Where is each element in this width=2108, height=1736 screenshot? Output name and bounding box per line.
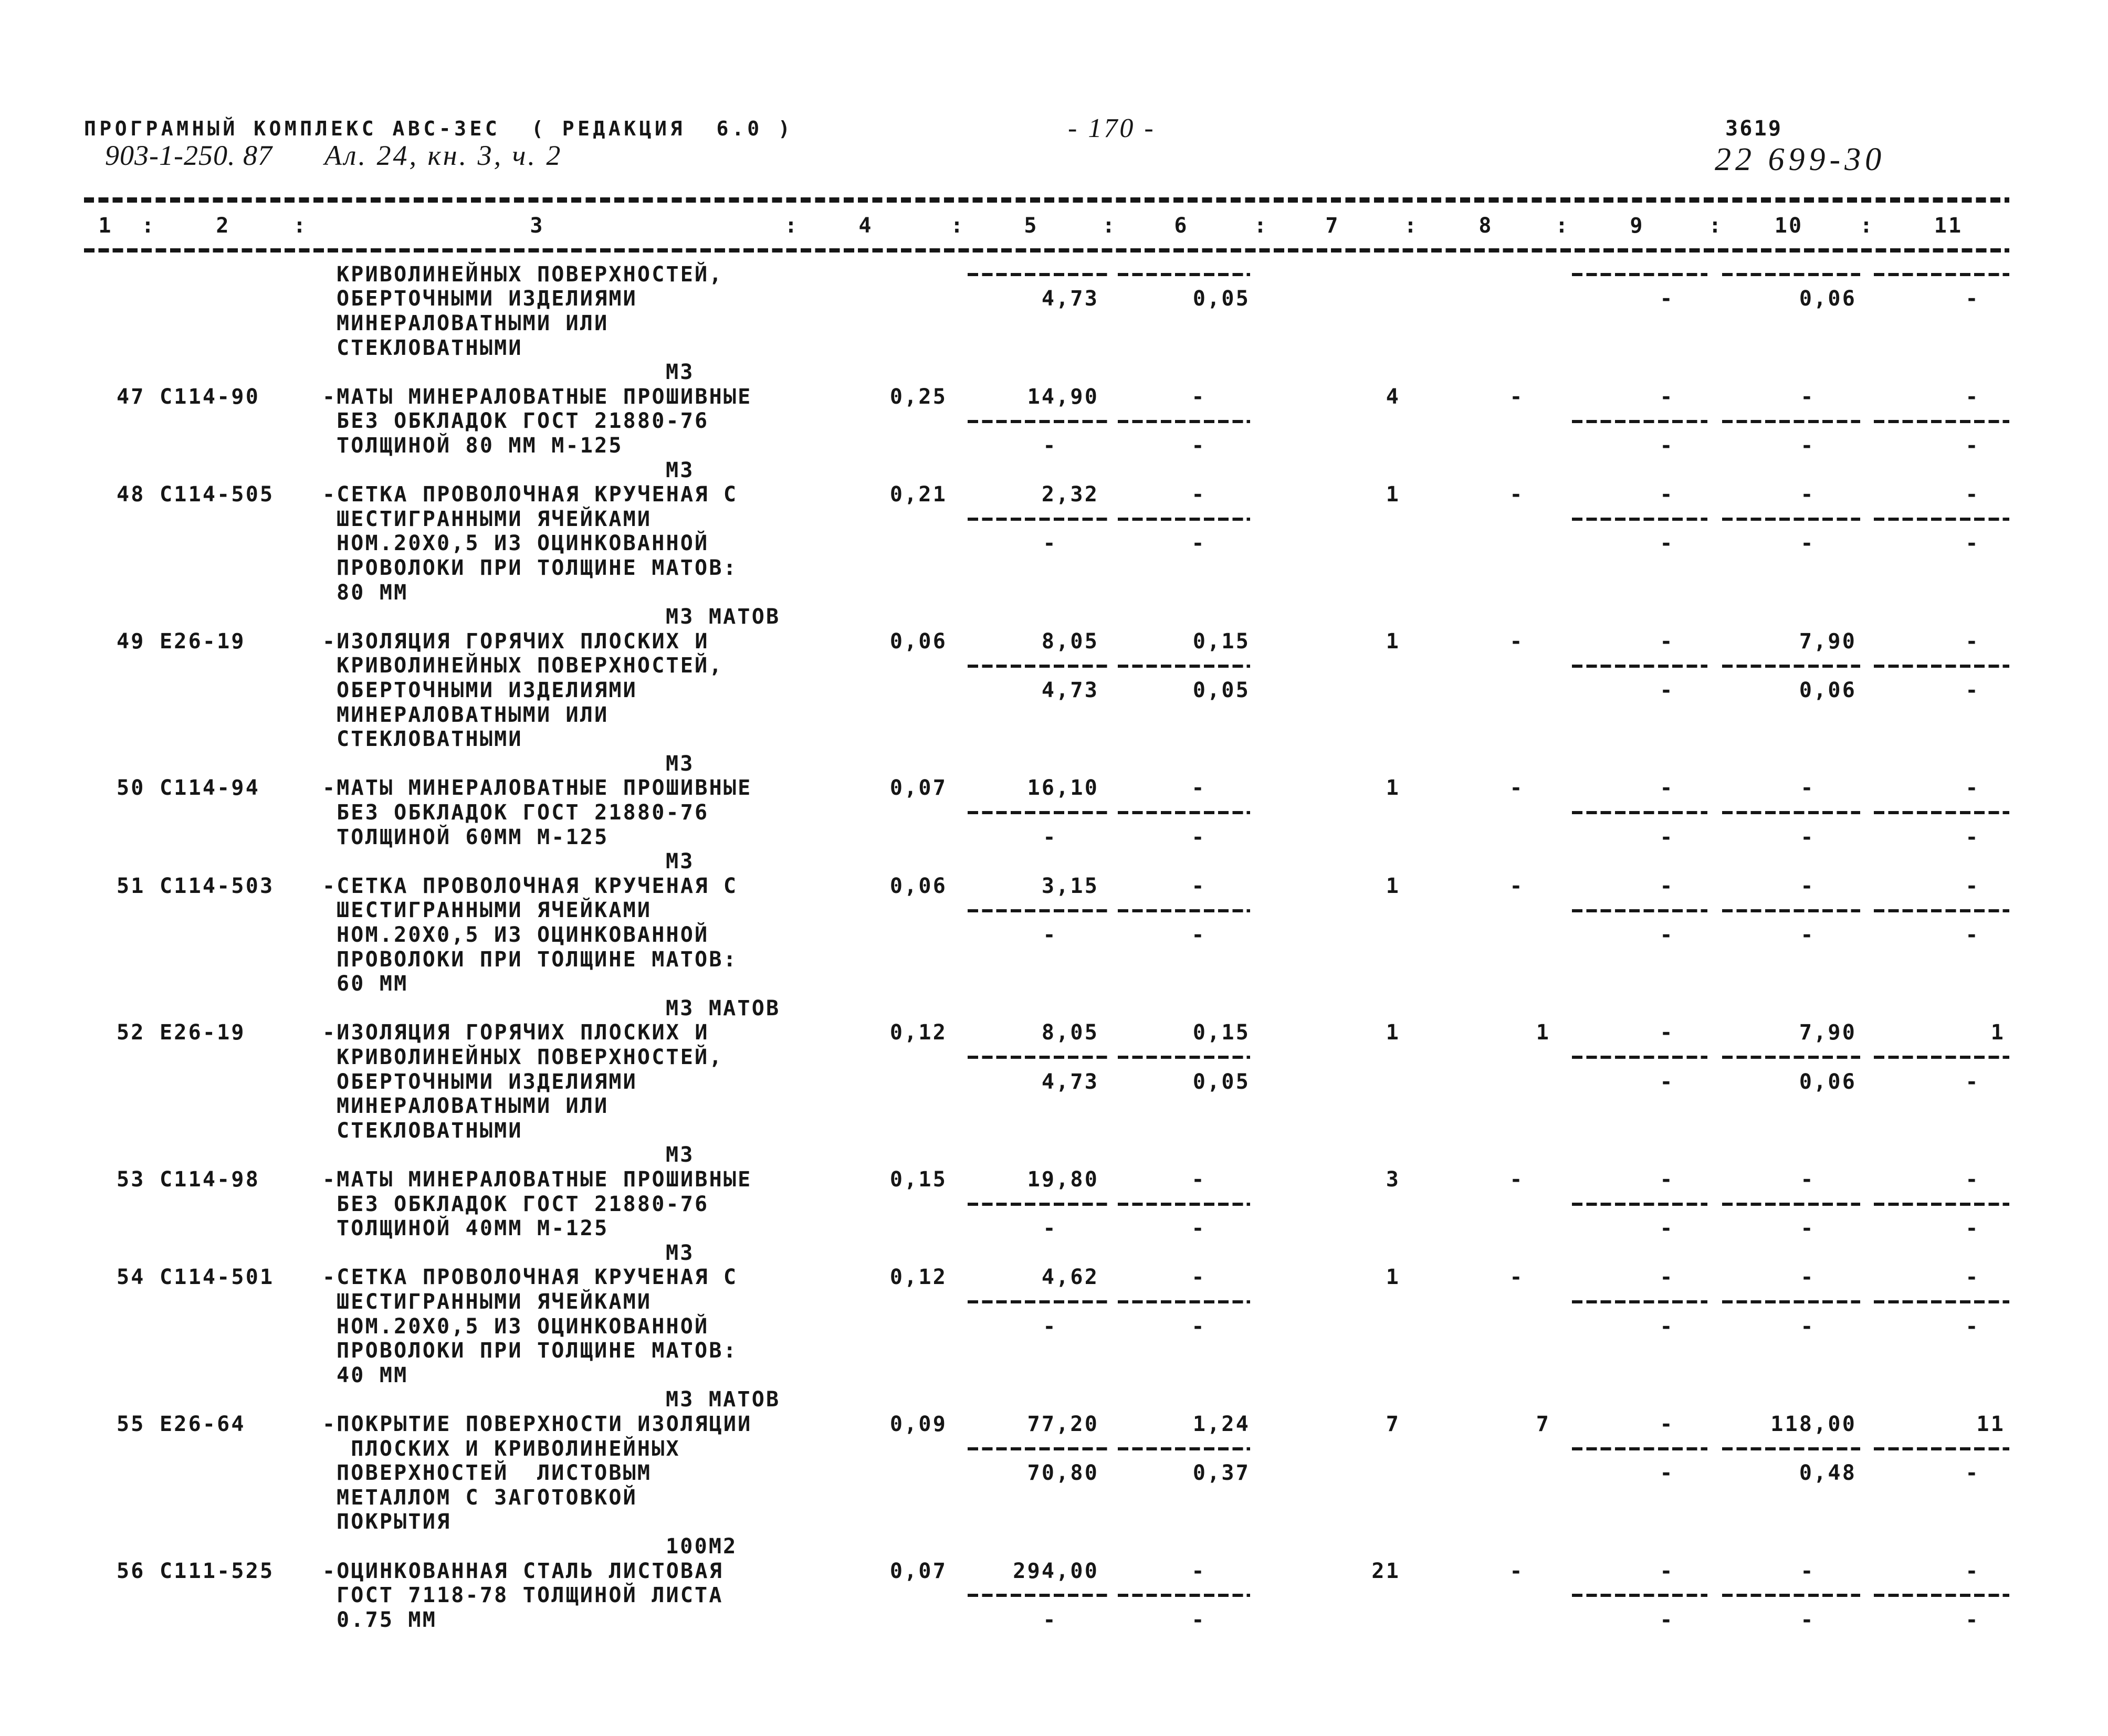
col-8-value: - [1509, 1167, 1524, 1192]
item-description-line: СТЕКЛОВАТНЫМИ [337, 727, 523, 752]
col-5-lower-value: 4,73 [1041, 1069, 1099, 1094]
item-description-line: -ПОКРЫТИЕ ПОВЕРХНОСТИ ИЗОЛЯЦИИ [322, 1412, 752, 1436]
col-6-lower-value: - [1191, 433, 1206, 458]
col-6-lower-value: - [1191, 825, 1206, 849]
item-description-line: ПРОВОЛОКИ ПРИ ТОЛЩИНЕ МАТОВ: [337, 947, 738, 972]
col-5-separator-rule [968, 1203, 1109, 1206]
col-9-separator-rule [1572, 1300, 1707, 1303]
item-description-line: ТОЛЩИНОЙ 80 ММ М-125 [337, 433, 623, 458]
col-8-value: - [1509, 384, 1524, 409]
col-5-separator-rule [968, 909, 1109, 912]
item-description-line: -ИЗОЛЯЦИЯ ГОРЯЧИХ ПЛОСКИХ И [322, 629, 709, 654]
item-unit: М3 [666, 1143, 695, 1167]
col-5-upper-value: 2,32 [1041, 482, 1099, 507]
col-4-value: 0,25 [889, 384, 947, 409]
col-6-separator-rule [1118, 1300, 1250, 1303]
item-unit: М3 [666, 1240, 695, 1265]
col-5-lower-value: - [1043, 1216, 1057, 1241]
item-description-line: -ОЦИНКОВАННАЯ СТАЛЬ ЛИСТОВАЯ [322, 1559, 723, 1583]
col-11-separator-rule [1874, 909, 2009, 912]
column-header-11: 11 [1934, 213, 1963, 238]
item-unit: М3 [666, 849, 695, 874]
col-11-upper-value: - [1965, 874, 1980, 898]
item-code: С114-98 [160, 1167, 260, 1192]
column-header-9: 9 [1630, 213, 1644, 238]
item-code: Е26-19 [160, 1020, 246, 1045]
col-5-upper-value: 8,05 [1041, 629, 1099, 654]
col-4-value: 0,07 [889, 776, 947, 801]
col-11-separator-rule [1874, 420, 2009, 423]
item-description-line: КРИВОЛИНЕЙНЫХ ПОВЕРХНОСТЕЙ, [337, 1045, 723, 1069]
col-6-lower-value: - [1191, 1607, 1206, 1632]
column-header-separator: : [141, 213, 156, 238]
col-8-value: - [1509, 1559, 1524, 1583]
col-6-separator-rule [1118, 1447, 1250, 1450]
table-header-rule [84, 248, 2009, 252]
col-10-lower-value: - [1800, 922, 1815, 947]
col-11-separator-rule [1874, 1056, 2009, 1059]
item-unit: М3 [666, 458, 695, 482]
item-code: С114-505 [160, 482, 275, 507]
document-number: 22 699-30 [1715, 142, 1886, 177]
col-8-value: - [1509, 874, 1524, 898]
item-description-line: 60 ММ [337, 972, 408, 996]
col-10-upper-value: - [1800, 1265, 1815, 1290]
col-11-separator-rule [1874, 1203, 2009, 1206]
col-9-lower-value: - [1660, 433, 1674, 458]
project-number: 903-1-250. 87 [105, 140, 272, 171]
col-10-lower-value: 0,06 [1799, 678, 1857, 702]
col-10-separator-rule [1722, 1203, 1860, 1206]
item-description-line: ГОСТ 7118-78 ТОЛЩИНОЙ ЛИСТА [337, 1583, 723, 1608]
column-header-separator: : [1404, 213, 1419, 238]
col-6-lower-value: 0,37 [1192, 1461, 1250, 1486]
col-7-value: 1 [1386, 874, 1400, 898]
col-9-lower-value: - [1660, 1314, 1674, 1339]
item-description-line: НОМ.20Х0,5 ИЗ ОЦИНКОВАННОЙ [337, 531, 709, 556]
item-number: 53 [117, 1167, 145, 1192]
col-8-value: 1 [1536, 1020, 1550, 1045]
item-number: 54 [117, 1265, 145, 1290]
col-6-separator-rule [1118, 273, 1250, 276]
column-header-4: 4 [858, 213, 873, 238]
col-11-lower-value: - [1965, 678, 1980, 702]
item-description-line: ПЛОСКИХ И КРИВОЛИНЕЙНЫХ [337, 1436, 680, 1461]
col-11-upper-value: - [1965, 629, 1980, 654]
col-4-value: 0,06 [889, 629, 947, 654]
column-header-separator: : [784, 213, 799, 238]
item-description-line: 40 ММ [337, 1363, 408, 1387]
col-5-separator-rule [968, 273, 1109, 276]
item-number: 56 [117, 1559, 145, 1583]
col-9-upper-value: - [1660, 1265, 1674, 1290]
col-5-upper-value: 16,10 [1027, 776, 1099, 801]
item-description-line: ПОКРЫТИЯ [337, 1510, 452, 1534]
col-11-lower-value: - [1965, 433, 1980, 458]
item-description-line: БЕЗ ОБКЛАДОК ГОСТ 21880-76 [337, 409, 709, 434]
col-10-lower-value: - [1800, 531, 1815, 556]
col-11-lower-value: - [1965, 1216, 1980, 1241]
col-6-upper-value: - [1191, 776, 1206, 801]
col-6-upper-value: 0,15 [1192, 629, 1250, 654]
col-5-lower-value: - [1043, 531, 1057, 556]
col-4-value: 0,07 [889, 1559, 947, 1583]
item-description-line: НОМ.20Х0,5 ИЗ ОЦИНКОВАННОЙ [337, 1314, 709, 1339]
col-5-upper-value: 14,90 [1027, 384, 1099, 409]
col-6-separator-rule [1118, 420, 1250, 423]
col-6-separator-rule [1118, 518, 1250, 521]
item-description-line: КРИВОЛИНЕЙНЫХ ПОВЕРХНОСТЕЙ, [337, 654, 723, 678]
item-code: С114-94 [160, 776, 260, 801]
item-description-line: КРИВОЛИНЕЙНЫХ ПОВЕРХНОСТЕЙ, [337, 262, 723, 287]
col-5-lower-value: 70,80 [1027, 1461, 1099, 1486]
item-description-line: ШЕСТИГРАННЫМИ ЯЧЕЙКАМИ [337, 1289, 652, 1314]
col-10-upper-value: 7,90 [1799, 1020, 1857, 1045]
col-5-lower-value: - [1043, 1607, 1057, 1632]
col-9-lower-value: - [1660, 287, 1674, 311]
col-10-lower-value: - [1800, 825, 1815, 849]
col-5-lower-value: - [1043, 1314, 1057, 1339]
col-5-upper-value: 77,20 [1027, 1412, 1099, 1436]
item-description-line: -СЕТКА ПРОВОЛОЧНАЯ КРУЧЕНАЯ С [322, 482, 738, 507]
item-description-line: -МАТЫ МИНЕРАЛОВАТНЫЕ ПРОШИВНЫЕ [322, 384, 752, 409]
column-header-10: 10 [1774, 213, 1803, 238]
col-6-separator-rule [1118, 1594, 1250, 1597]
page-number: - 170 - [1068, 113, 1156, 143]
item-description-line: 0.75 ММ [337, 1607, 437, 1632]
item-code: С114-501 [160, 1265, 275, 1290]
col-5-upper-value: 3,15 [1041, 874, 1099, 898]
column-header-separator: : [950, 213, 965, 238]
col-6-lower-value: 0,05 [1192, 287, 1250, 311]
col-10-separator-rule [1722, 811, 1860, 814]
col-11-lower-value: - [1965, 1461, 1980, 1486]
col-6-separator-rule [1118, 1056, 1250, 1059]
col-10-upper-value: - [1800, 482, 1815, 507]
col-9-lower-value: - [1660, 825, 1674, 849]
col-11-lower-value: - [1965, 825, 1980, 849]
col-11-lower-value: - [1965, 531, 1980, 556]
item-code: С114-90 [160, 384, 260, 409]
col-11-lower-value: - [1965, 1314, 1980, 1339]
col-9-separator-rule [1572, 273, 1707, 276]
item-description-line: -ИЗОЛЯЦИЯ ГОРЯЧИХ ПЛОСКИХ И [322, 1020, 709, 1045]
column-header-3: 3 [530, 213, 544, 238]
col-8-value: - [1509, 1265, 1524, 1290]
col-10-separator-rule [1722, 1300, 1860, 1303]
col-10-separator-rule [1722, 665, 1860, 668]
col-10-separator-rule [1722, 1594, 1860, 1597]
col-9-separator-rule [1572, 1447, 1707, 1450]
item-code: С114-503 [160, 874, 275, 898]
col-11-upper-value: 11 [1976, 1412, 2005, 1436]
col-9-separator-rule [1572, 1594, 1707, 1597]
col-4-value: 0,12 [889, 1020, 947, 1045]
col-11-upper-value: - [1965, 1265, 1980, 1290]
col-7-value: 1 [1386, 1265, 1400, 1290]
item-description-line: ШЕСТИГРАННЫМИ ЯЧЕЙКАМИ [337, 898, 652, 923]
item-description-line: ОБЕРТОЧНЫМИ ИЗДЕЛИЯМИ [337, 678, 637, 702]
col-9-separator-rule [1572, 518, 1707, 521]
col-10-lower-value: 0,48 [1799, 1461, 1857, 1486]
col-6-upper-value: - [1191, 874, 1206, 898]
item-unit: М3 [666, 751, 695, 776]
col-9-lower-value: - [1660, 1069, 1674, 1094]
item-number: 48 [117, 482, 145, 507]
col-10-separator-rule [1722, 420, 1860, 423]
item-description-line: ПОВЕРХНОСТЕЙ ЛИСТОВЫМ [337, 1461, 652, 1486]
col-8-value: - [1509, 776, 1524, 801]
col-6-lower-value: 0,05 [1192, 1069, 1250, 1094]
col-10-upper-value: - [1800, 384, 1815, 409]
item-description-line: ПРОВОЛОКИ ПРИ ТОЛЩИНЕ МАТОВ: [337, 1339, 738, 1363]
col-9-lower-value: - [1660, 1607, 1674, 1632]
col-10-upper-value: - [1800, 776, 1815, 801]
item-description-line: ШЕСТИГРАННЫМИ ЯЧЕЙКАМИ [337, 507, 652, 531]
col-10-separator-rule [1722, 1056, 1860, 1059]
column-header-7: 7 [1325, 213, 1340, 238]
col-9-upper-value: - [1660, 1559, 1674, 1583]
item-description-line: ПРОВОЛОКИ ПРИ ТОЛЩИНЕ МАТОВ: [337, 555, 738, 580]
col-6-upper-value: 0,15 [1192, 1020, 1250, 1045]
col-6-separator-rule [1118, 909, 1250, 912]
col-10-upper-value: 118,00 [1770, 1412, 1857, 1436]
item-description-line: НОМ.20Х0,5 ИЗ ОЦИНКОВАННОЙ [337, 922, 709, 947]
sheet-code: 3619 [1725, 117, 1783, 141]
album-reference: Ал. 24, кн. 3, ч. 2 [324, 140, 563, 171]
col-11-upper-value: 1 [1990, 1020, 2005, 1045]
col-5-upper-value: 8,05 [1041, 1020, 1099, 1045]
item-unit: М3 МАТОВ [666, 1387, 781, 1412]
column-header-separator: : [1555, 213, 1570, 238]
col-6-separator-rule [1118, 665, 1250, 668]
col-9-separator-rule [1572, 811, 1707, 814]
column-header-8: 8 [1478, 213, 1493, 238]
item-description-line: -МАТЫ МИНЕРАЛОВАТНЫЕ ПРОШИВНЫЕ [322, 1167, 752, 1192]
col-9-lower-value: - [1660, 922, 1674, 947]
col-11-upper-value: - [1965, 384, 1980, 409]
col-5-separator-rule [968, 1056, 1109, 1059]
item-unit: М3 [666, 360, 695, 385]
item-description-line: -МАТЫ МИНЕРАЛОВАТНЫЕ ПРОШИВНЫЕ [322, 776, 752, 801]
item-unit: 100М2 [666, 1534, 738, 1559]
col-11-lower-value: - [1965, 287, 1980, 311]
col-6-upper-value: - [1191, 482, 1206, 507]
col-9-separator-rule [1572, 909, 1707, 912]
col-5-separator-rule [968, 1300, 1109, 1303]
col-6-separator-rule [1118, 1203, 1250, 1206]
item-unit: М3 МАТОВ [666, 605, 781, 629]
col-6-upper-value: - [1191, 1265, 1206, 1290]
item-code: Е26-19 [160, 629, 246, 654]
col-5-lower-value: 4,73 [1041, 287, 1099, 311]
col-9-upper-value: - [1660, 482, 1674, 507]
col-7-value: 1 [1386, 1020, 1400, 1045]
column-header-2: 2 [216, 213, 230, 238]
col-6-lower-value: - [1191, 922, 1206, 947]
col-4-value: 0,12 [889, 1265, 947, 1290]
item-description-line: 80 ММ [337, 580, 408, 605]
column-header-6: 6 [1174, 213, 1189, 238]
column-header-separator: : [293, 213, 308, 238]
col-6-separator-rule [1118, 811, 1250, 814]
col-5-upper-value: 4,62 [1041, 1265, 1099, 1290]
col-10-separator-rule [1722, 1447, 1860, 1450]
item-description-line: ТОЛЩИНОЙ 40ММ М-125 [337, 1216, 609, 1241]
col-9-lower-value: - [1660, 678, 1674, 702]
item-number: 47 [117, 384, 145, 409]
col-6-upper-value: - [1191, 1167, 1206, 1192]
item-description-line: СТЕКЛОВАТНЫМИ [337, 1118, 523, 1143]
col-9-upper-value: - [1660, 776, 1674, 801]
col-7-value: 1 [1386, 629, 1400, 654]
col-7-value: 7 [1386, 1412, 1400, 1436]
item-description-line: СТЕКЛОВАТНЫМИ [337, 335, 523, 360]
col-10-separator-rule [1722, 909, 1860, 912]
col-9-separator-rule [1572, 1056, 1707, 1059]
item-description-line: ТОЛЩИНОЙ 60ММ М-125 [337, 825, 609, 849]
col-11-lower-value: - [1965, 1069, 1980, 1094]
item-description-line: МИНЕРАЛОВАТНЫМИ ИЛИ [337, 1094, 609, 1119]
col-5-separator-rule [968, 1447, 1109, 1450]
col-9-upper-value: - [1660, 1412, 1674, 1436]
col-6-lower-value: - [1191, 531, 1206, 556]
column-header-separator: : [1708, 213, 1723, 238]
col-11-separator-rule [1874, 665, 2009, 668]
col-5-separator-rule [968, 420, 1109, 423]
column-header-separator: : [1254, 213, 1268, 238]
program-header: ПРОГРАМНЫЙ КОМПЛЕКС АВС-3ЕС ( РЕДАКЦИЯ 6.0 ) [84, 117, 794, 140]
col-7-value: 1 [1386, 776, 1400, 801]
col-6-lower-value: - [1191, 1216, 1206, 1241]
col-11-upper-value: - [1965, 482, 1980, 507]
col-9-upper-value: - [1660, 629, 1674, 654]
col-9-upper-value: - [1660, 384, 1674, 409]
col-9-lower-value: - [1660, 1461, 1674, 1486]
col-10-lower-value: - [1800, 1607, 1815, 1632]
col-11-separator-rule [1874, 1447, 2009, 1450]
col-10-upper-value: - [1800, 874, 1815, 898]
col-9-upper-value: - [1660, 874, 1674, 898]
col-10-upper-value: - [1800, 1167, 1815, 1192]
col-10-lower-value: 0,06 [1799, 1069, 1857, 1094]
col-4-value: 0,21 [889, 482, 947, 507]
col-5-upper-value: 294,00 [1013, 1559, 1099, 1583]
item-description-line: -СЕТКА ПРОВОЛОЧНАЯ КРУЧЕНАЯ С [322, 1265, 738, 1290]
item-description-line: МИНЕРАЛОВАТНЫМИ ИЛИ [337, 311, 609, 335]
col-5-lower-value: - [1043, 825, 1057, 849]
col-9-separator-rule [1572, 420, 1707, 423]
table-top-rule [84, 197, 2009, 203]
col-5-lower-value: - [1043, 433, 1057, 458]
item-unit: М3 МАТОВ [666, 996, 781, 1020]
col-4-value: 0,15 [889, 1167, 947, 1192]
item-description-line: МЕТАЛЛОМ С ЗАГОТОВКОЙ [337, 1485, 637, 1510]
col-7-value: 4 [1386, 384, 1400, 409]
col-11-separator-rule [1874, 273, 2009, 276]
col-5-separator-rule [968, 811, 1109, 814]
item-description-line: ОБЕРТОЧНЫМИ ИЗДЕЛИЯМИ [337, 287, 637, 311]
col-7-value: 21 [1371, 1559, 1400, 1583]
col-8-value: - [1509, 482, 1524, 507]
col-6-upper-value: 1,24 [1192, 1412, 1250, 1436]
col-11-separator-rule [1874, 1594, 2009, 1597]
col-8-value: 7 [1536, 1412, 1550, 1436]
col-10-lower-value: - [1800, 433, 1815, 458]
col-11-upper-value: - [1965, 1559, 1980, 1583]
item-number: 51 [117, 874, 145, 898]
col-7-value: 3 [1386, 1167, 1400, 1192]
col-5-lower-value: 4,73 [1041, 678, 1099, 702]
col-11-upper-value: - [1965, 1167, 1980, 1192]
column-header-5: 5 [1024, 213, 1039, 238]
item-description-line: БЕЗ ОБКЛАДОК ГОСТ 21880-76 [337, 800, 709, 825]
item-description-line: МИНЕРАЛОВАТНЫМИ ИЛИ [337, 702, 609, 727]
col-6-upper-value: - [1191, 384, 1206, 409]
col-10-separator-rule [1722, 518, 1860, 521]
col-10-separator-rule [1722, 273, 1860, 276]
item-code: Е26-64 [160, 1412, 246, 1436]
item-description-line: -СЕТКА ПРОВОЛОЧНАЯ КРУЧЕНАЯ С [322, 874, 738, 898]
column-header-1: 1 [98, 213, 113, 238]
col-9-separator-rule [1572, 1203, 1707, 1206]
column-header-separator: : [1860, 213, 1874, 238]
item-number: 49 [117, 629, 145, 654]
col-5-separator-rule [968, 665, 1109, 668]
col-11-upper-value: - [1965, 776, 1980, 801]
col-6-upper-value: - [1191, 1559, 1206, 1583]
col-9-lower-value: - [1660, 531, 1674, 556]
col-10-lower-value: - [1800, 1314, 1815, 1339]
col-6-lower-value: 0,05 [1192, 678, 1250, 702]
col-10-upper-value: 7,90 [1799, 629, 1857, 654]
col-11-lower-value: - [1965, 922, 1980, 947]
col-11-lower-value: - [1965, 1607, 1980, 1632]
col-7-value: 1 [1386, 482, 1400, 507]
item-description-line: ОБЕРТОЧНЫМИ ИЗДЕЛИЯМИ [337, 1069, 637, 1094]
item-code: С111-525 [160, 1559, 275, 1583]
col-9-separator-rule [1572, 665, 1707, 668]
col-5-separator-rule [968, 518, 1109, 521]
col-9-lower-value: - [1660, 1216, 1674, 1241]
item-number: 50 [117, 776, 145, 801]
col-9-upper-value: - [1660, 1167, 1674, 1192]
col-9-upper-value: - [1660, 1020, 1674, 1045]
item-description-line: БЕЗ ОБКЛАДОК ГОСТ 21880-76 [337, 1192, 709, 1216]
col-11-separator-rule [1874, 518, 2009, 521]
col-10-lower-value: 0,06 [1799, 287, 1857, 311]
col-6-lower-value: - [1191, 1314, 1206, 1339]
col-11-separator-rule [1874, 1300, 2009, 1303]
item-number: 52 [117, 1020, 145, 1045]
col-4-value: 0,06 [889, 874, 947, 898]
col-5-upper-value: 19,80 [1027, 1167, 1099, 1192]
col-8-value: - [1509, 629, 1524, 654]
column-header-separator: : [1102, 213, 1117, 238]
col-4-value: 0,09 [889, 1412, 947, 1436]
col-10-upper-value: - [1800, 1559, 1815, 1583]
col-5-lower-value: - [1043, 922, 1057, 947]
col-10-lower-value: - [1800, 1216, 1815, 1241]
col-11-separator-rule [1874, 811, 2009, 814]
col-5-separator-rule [968, 1594, 1109, 1597]
item-number: 55 [117, 1412, 145, 1436]
